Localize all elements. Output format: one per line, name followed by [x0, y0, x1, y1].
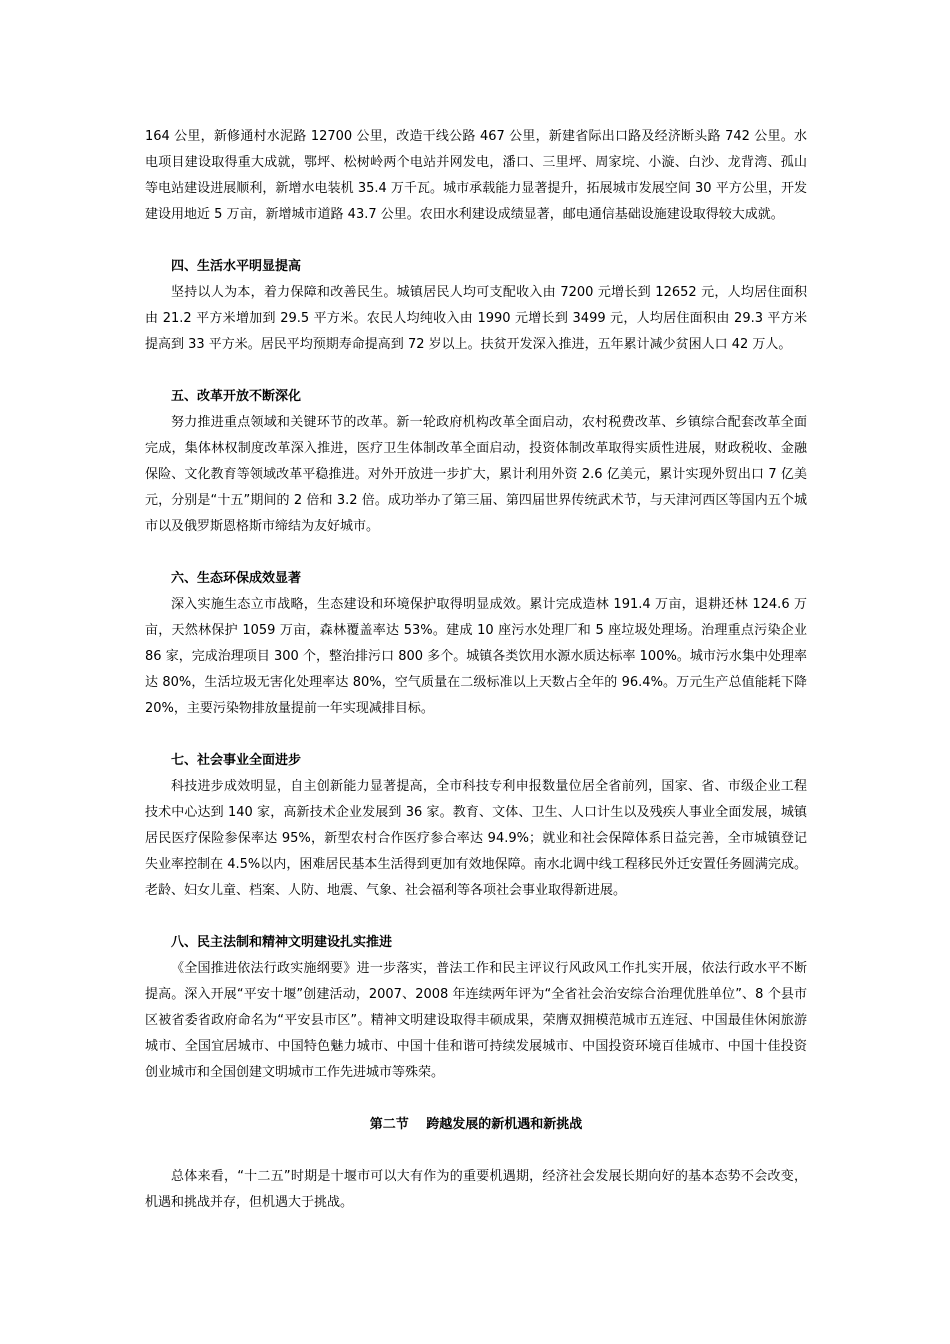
- section-heading-4: 四、生活水平明显提高: [171, 259, 302, 274]
- spacer: [145, 1138, 807, 1164]
- closing-paragraph: 总体来看，“十二五”时期是十堰市可以大有作为的重要机遇期，经济社会发展长期向好的基本态势不会改变，机遇和挑战并存，但机遇大于挑战。: [145, 1169, 807, 1210]
- spacer: [145, 904, 807, 930]
- section-body-7: 科技进步成效明显，自主创新能力显著提高，全市科技专利申报数量位居全省前列，国家、省、市级企业工程技术中心达到 140 家，高新技术企业发展到 36 家。教育、文体、卫生、人口计生以及残疾人事业全面发展，城镇居民医疗保险参保率达 95%，新型农村合作医疗参合率达 94.9%；就业和社会保障体系日益完善，全市城镇登记失业率控制在 4.5%以内，困难居民基本生活得到更加有效地保障。南水北调中线工程移民外迁安置任务圆满完成。老龄、妇女儿童、档案、人防、地震、气象、社会福利等各项社会事业取得新进展。: [145, 779, 807, 898]
- section-heading-7: 七、社会事业全面进步: [171, 753, 302, 768]
- intro-paragraph: 164 公里，新修通村水泥路 12700 公里，改造干线公路 467 公里，新建省际出口路及经济断头路 742 公里。水电项目建设取得重大成就，鄂坪、松树岭两个电站并网发电，潘口、三里坪、周家垸、小漩、白沙、龙背湾、孤山等电站建设进展顺利，新增水电装机 35.4 万千瓦。城市承载能力显著提升，拓展城市发展空间 30 平方公里，开发建设用地近 5 万亩，新增城市道路 43.7 公里。农田水利建设成绩显著，邮电通信基础设施建设取得较大成就。: [145, 129, 807, 222]
- spacer: [145, 1086, 807, 1112]
- section-two-title: 第二节 跨越发展的新机遇和新挑战: [369, 1117, 583, 1132]
- document-page: [145, 124, 807, 1216]
- spacer: [145, 228, 807, 254]
- section-heading-6: 六、生态环保成效显著: [171, 571, 302, 586]
- section-body-4: 坚持以人为本，着力保障和改善民生。城镇居民人均可支配收入由 7200 元增长到 12652 元，人均居住面积由 21.2 平方米增加到 29.5 平方米。农民人均纯收入由 1990 元增长到 3499 元，人均居住面积由 29.3 平方米提高到 33 平方米。居民平均预期寿命提高到 72 岁以上。扶贫开发深入推进，五年累计减少贫困人口 42 万人。: [145, 285, 807, 352]
- section-body-5: 努力推进重点领域和关键环节的改革。新一轮政府机构改革全面启动，农村税费改革、乡镇综合配套改革全面完成，集体林权制度改革深入推进，医疗卫生体制改革全面启动，投资体制改革取得实质性进展，财政税收、金融保险、文化教育等领域改革平稳推进。对外开放进一步扩大，累计利用外资 2.6 亿美元，累计实现外贸出口 7 亿美元，分别是“十五”期间的 2 倍和 3.2 倍。成功举办了第三届、第四届世界传统武术节，与天津河西区等国内五个城市以及俄罗斯恩格斯市缔结为友好城市。: [145, 415, 807, 534]
- spacer: [145, 722, 807, 748]
- spacer: [145, 540, 807, 566]
- section-body-6: 深入实施生态立市战略，生态建设和环境保护取得明显成效。累计完成造林 191.4 万亩，退耕还林 124.6 万亩，天然林保护 1059 万亩，森林覆盖率达 53%。建成 10 座污水处理厂和 5 座垃圾处理场。治理重点污染企业 86 家，完成治理项目 300 个，整治排污口 800 多个。城镇各类饮用水源水质达标率 100%。城市污水集中处理率达 80%，生活垃圾无害化处理率达 80%，空气质量在二级标准以上天数占全年的 96.4%。万元生产总值能耗下降 20%，主要污染物排放量提前一年实现减排目标。: [145, 597, 807, 716]
- section-heading-8: 八、民主法制和精神文明建设扎实推进: [171, 935, 393, 950]
- section-body-8: 《全国推进依法行政实施纲要》进一步落实，普法工作和民主评议行风政风工作扎实开展，依法行政水平不断提高。深入开展“平安十堰”创建活动，2007、2008 年连续两年评为“全省社会治安综合治理优胜单位”、8 个县市区被省委省政府命名为“平安县市区”。精神文明建设取得丰硕成果，荣膺双拥模范城市五连冠、中国最佳休闲旅游城市、全国宜居城市、中国特色魅力城市、中国十佳和谐可持续发展城市、中国投资环境百佳城市、中国十佳投资创业城市和全国创建文明城市工作先进城市等殊荣。: [145, 961, 807, 1080]
- spacer: [145, 358, 807, 384]
- section-heading-5: 五、改革开放不断深化: [171, 389, 302, 404]
